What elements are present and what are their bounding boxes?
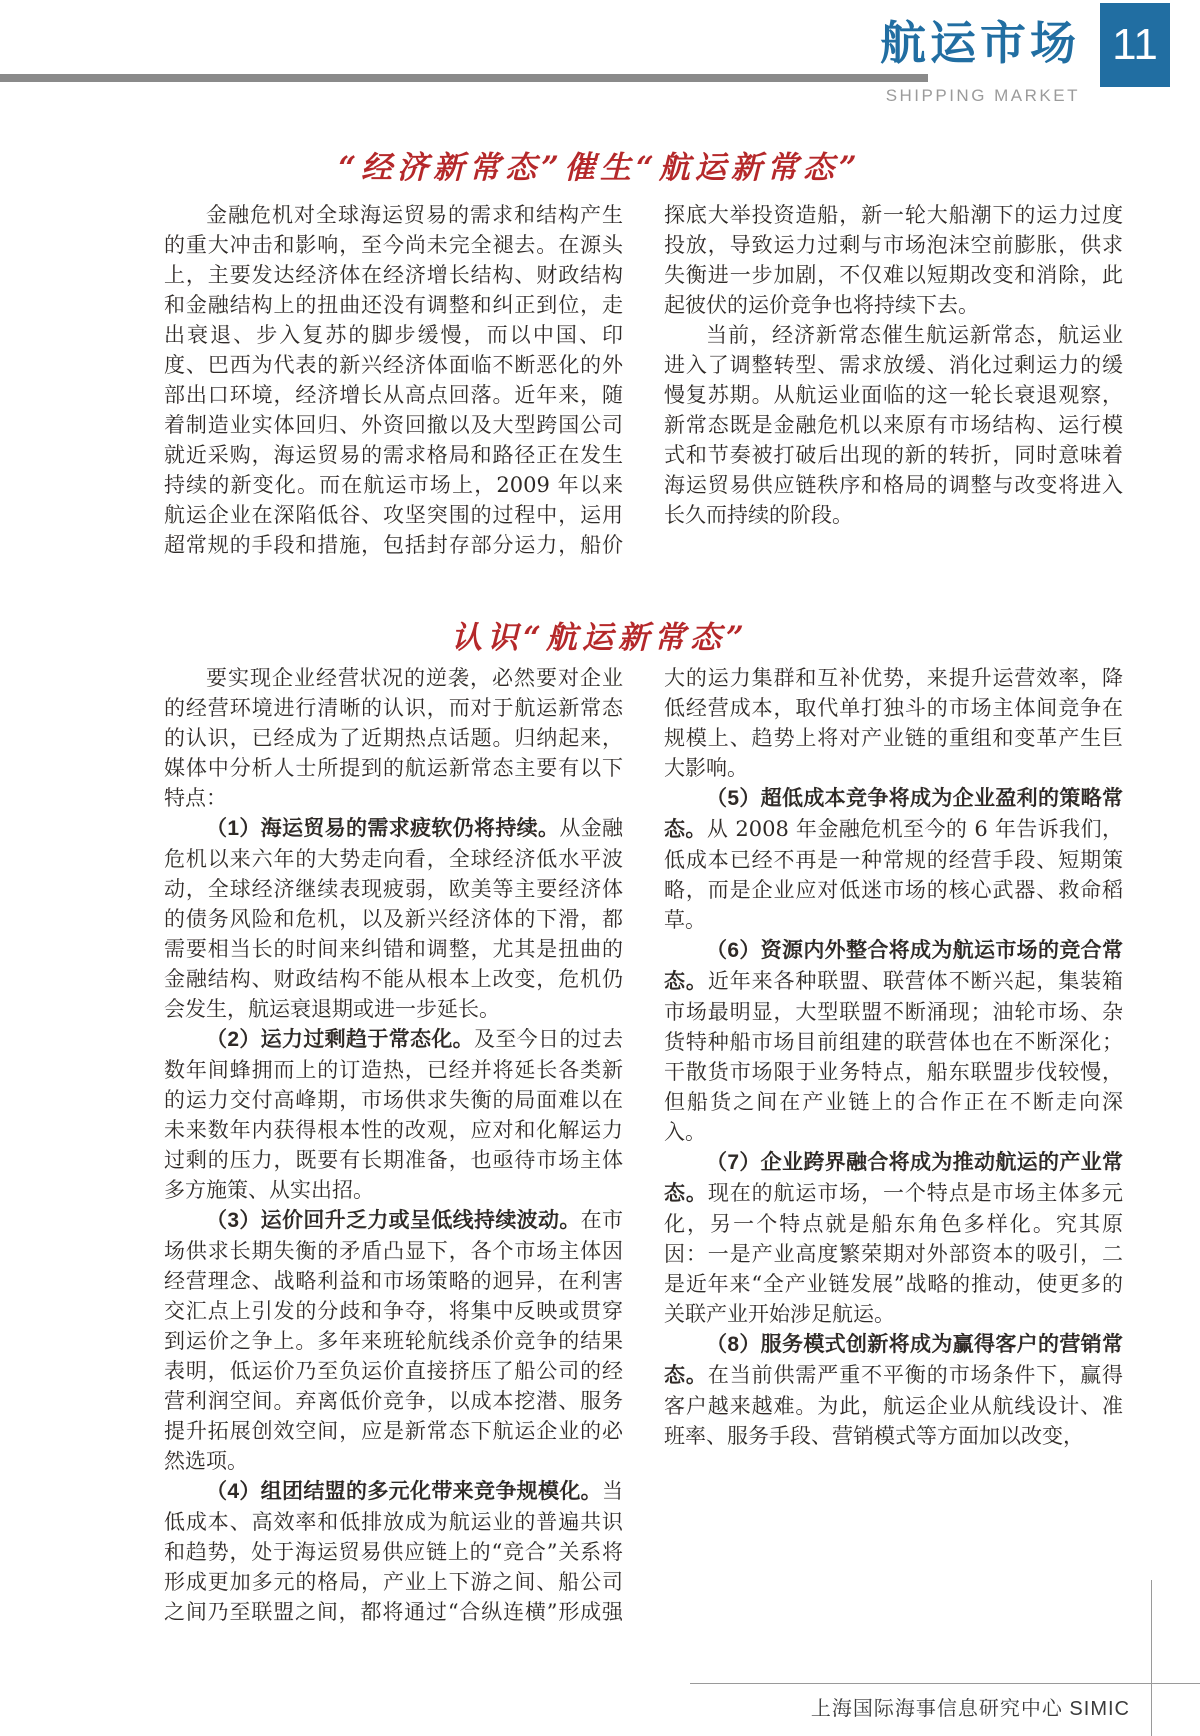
point-5-text: 从 2008 年金融危机至今的 6 年告诉我们，低成本已经不再是一种常规的经营手段、短期策略，而是企业应对低迷市场的核心武器、救命稻草。 <box>664 817 1123 932</box>
point-7-text: 现在的航运市场，一个特点是市场主体多元化，另一个特点就是船东角色多样化。究其原因：一是产业高度繁荣期对外部资本的吸引，二是近年来“全产业链发展”战略的推动，使更多的关联产业开始涉足航运。 <box>664 1181 1123 1326</box>
footer-divider <box>1151 1580 1152 1736</box>
article2-body <box>164 663 1123 1629</box>
header-rule <box>0 74 928 82</box>
point-3-text: 在市场供求长期失衡的矛盾凸显下，各个市场主体因经营理念、战略利益和市场策略的迥异，在利害交汇点上引发的分歧和争夺，将集中反映或贯穿到运价之争上。多年来班轮航线杀价竞争的结果表明，低运价乃至负运价直接挤压了船公司的经营利润空间。弃离低价竞争，以成本挖潜、服务提升拓展创效空间，应是新常态下航运企业的必然选项。 <box>164 1208 624 1473</box>
page-number: 11 <box>1112 20 1158 69</box>
point-2 <box>164 1024 623 1205</box>
point-8 <box>664 1329 1123 1451</box>
point-1 <box>164 813 623 1024</box>
section-title-en: SHIPPING MARKET <box>885 86 1080 105</box>
point-3 <box>164 1205 623 1476</box>
article2-title: 认识“航运新常态” <box>451 620 749 656</box>
point-7 <box>664 1147 1123 1329</box>
footer-text: 上海国际海事信息研究中心 SIMIC <box>810 1698 1130 1720</box>
point-2-lead: （2）运力过剩趋于常态化。 <box>206 1028 474 1051</box>
paragraph-intro: 要实现企业经营状况的逆袭，必然要对企业的经营环境进行清晰的认识，而对于航运新常态的认识，已经成为了近期热点话题。归纳起来，媒体中分析人士所提到的航运新常态主要有以下特点： <box>164 666 623 810</box>
point-5 <box>664 783 1123 935</box>
point-4-lead: （4）组团结盟的多元化带来竞争规模化。 <box>206 1480 602 1503</box>
point-6-text: 近年来各种联盟、联营体不断兴起，集装箱市场最明显，大型联盟不断涌现；油轮市场、杂货特种船市场目前组建的联营体也在不断深化；干散货市场限于业务特点，船东联盟步伐较慢，但船货之间在产业链上的合作正在不断走向深入。 <box>664 969 1123 1144</box>
paragraph: 金融危机对全球海运贸易的需求和结构产生的重大冲击和影响，至今尚未完全褪去。在源头上，主要发达经济体在经济增长结构、财政结构和金融结构上的扭曲还没有调整和纠正到位，走出衰退、步入复苏的脚步缓慢，而以中国、印度、巴西为代表的新兴经济体面临不断恶化的外部出口环境，经济增长从高点回落。近年来，随着制造业实体回归、外资回撤以及大型跨国公司就近采购，海运贸易的需求格局和路径正在发生持续的新变化。而在航运市场上，2009 年以来航运企业在深陷低谷、攻坚突围的过程中，运用超常规的手段和措施，包括封存部分运力，船价探底大举投资造船，新一轮大船潮下的运力过度投放，导致运力过剩与市场泡沫空前膨胀，供求失衡进一步加剧，不仅难以短期改变和消除，此起彼伏的运价竞争也将持续下去。 <box>164 203 1123 557</box>
point-3-lead: （3）运价回升乏力或呈低线持续波动。 <box>206 1209 581 1232</box>
section-title-cn: 航运市场 <box>880 17 1080 69</box>
point-8-lead: （8）服务模式创新将成为赢得客户的营销常态。 <box>664 1333 1123 1387</box>
point-6 <box>664 935 1123 1147</box>
article1-body <box>164 200 1123 562</box>
point-8-text: 在当前供需严重不平衡的市场条件下，赢得客户越来越难。为此，航运企业从航线设计、准班率、服务手段、营销模式等方面加以改变， <box>664 1363 1123 1448</box>
point-1-lead: （1）海运贸易的需求疲软仍将持续。 <box>206 817 560 840</box>
point-5-lead: （5）超低成本竞争将成为企业盈利的策略常态。 <box>664 787 1123 841</box>
paragraph: 当前，经济新常态催生航运新常态，航运业进入了调整转型、需求放缓、消化过剩运力的缓慢复苏期。从航运业面临的这一轮长衰退观察，新常态既是金融危机以来原有市场结构、运行模式和节奏被打破后出现的新的转折，同时意味着海运贸易供应链秩序和格局的调整与改变将进入长久而持续的阶段。 <box>664 323 1123 527</box>
point-2-text: 及至今日的过去数年间蜂拥而上的订造热，已经并将延长各类新的运力交付高峰期，市场供求失衡的局面难以在未来数年内获得根本性的改观，应对和化解运力过剩的压力，既要有长期准备，也亟待市场主体多方施策、从实出招。 <box>164 1027 623 1202</box>
point-7-lead: （7）企业跨界融合将成为推动航运的产业常态。 <box>664 1151 1123 1205</box>
point-6-lead: （6）资源内外整合将成为航运市场的竞合常态。 <box>664 939 1123 993</box>
point-1-text: 从金融危机以来六年的大势走向看，全球经济低水平波动，全球经济继续表现疲弱，欧美等主要经济体的债务风险和危机，以及新兴经济体的下滑，都需要相当长的时间来纠错和调整，尤其是扭曲的金融结构、财政结构不能从根本上改变，危机仍会发生，航运衰退期或进一步延长。 <box>164 816 623 1021</box>
footer-rule <box>690 1683 1200 1684</box>
article1-title: “经济新常态”催生“航运新常态” <box>338 150 862 186</box>
point-4-text: 当低成本、高效率和低排放成为航运业的普遍共识和趋势，处于海运贸易供应链上的“竞合”关系将形成更加多元的格局，产业上下游之间、船公司之间乃至联盟之间，都将通过“合纵连横”形成强大的运力集群和互补优势，来提升运营效率，降低经营成本，取代单打独斗的市场主体间竞争在规模上、趋势上将对产业链的重组和变革产生巨大影响。 <box>164 666 1123 1624</box>
page-number-badge <box>1100 3 1170 87</box>
